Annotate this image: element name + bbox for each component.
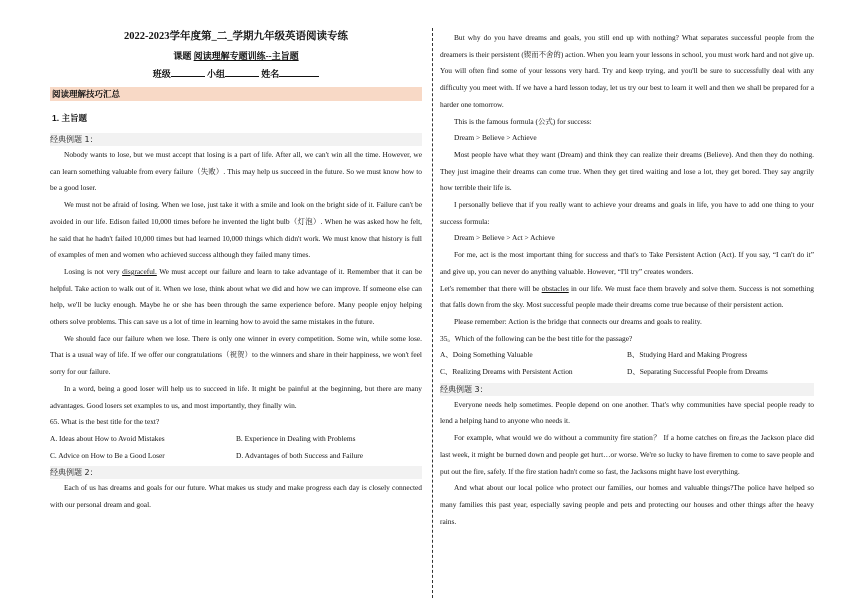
example2-label: 经典例题 2： <box>50 466 422 479</box>
p7-start: Let's remember that there will be <box>440 283 542 293</box>
example2-paragraph: For me, act is the most important thing for success and that's to Take Persistent Action (Act). If you say, “I can't do it” and give up, you can never do anything valuable. However, “I'll try” creates wonders. <box>440 250 814 276</box>
example3-paragraph: For example, what would we do without a community fire station？ If a home catches on fire,as the Jackson place did last week, it might be burned down and people get hurt…or worse. We're so lucky to have firemen to come to save people and put out the fire, safely. If the fire station hadn't come so fast, the Jacksons might have lost everything. <box>440 433 814 476</box>
topic-prefix: 课题 <box>173 51 192 61</box>
example1-paragraph: Nobody wants to lose, but we must accept that losing is a part of life. After all, we can't win all the time. However, we can learn something valuable from every failure（失败）. This may help us succeed in the future. So we must know how to be a good loser. <box>50 150 422 193</box>
underlined-word: disgraceful. <box>122 266 157 276</box>
formula-line: Dream > Believe > Act > Achieve <box>454 233 555 243</box>
options-row <box>50 448 422 465</box>
example2-paragraph: Each of us has dreams and goals for our future. What makes us study and make progress each day is closely connected with our personal dream and goal. <box>50 483 422 510</box>
example1-question: 65. What is the best title for the text? <box>50 417 160 427</box>
example2-paragraph: This is the famous formula (公式) for success: <box>454 116 592 126</box>
class-label: 班级 <box>152 69 171 79</box>
student-fields <box>50 67 422 81</box>
option-d: D、Separating Successful People from Dreams <box>627 367 768 377</box>
right-column <box>440 30 814 530</box>
example1-label: 经典例题 1： <box>50 133 422 146</box>
options-row <box>440 347 814 364</box>
p3-start: Losing is not very <box>64 266 123 276</box>
example1-paragraph: We must not be afraid of losing. When we lose, just take it with a smile and look on the bright side of it. Failure can't be avoided in our life. Edison failed 10,000 times before he invented the light bulb（灯泡）. When he was asked how he felt, he said that he hadn't failed 10,000 times but had learned 10,000 things which didn't work. We must know that history is full of examples of men and women who achieved success although they failed many times. <box>50 200 422 260</box>
name-blank <box>279 67 319 77</box>
example2-paragraph: I personally believe that if you really want to achieve your dreams and goals in life, you have to add one thing to your success formula: <box>440 200 814 226</box>
options-row <box>50 431 422 448</box>
worksheet-title: 2022-2023学年度第_二_学期九年级英语阅读专练 <box>124 31 348 42</box>
example3-paragraph: And what about our local police who protect our families, our homes and valuable things?The police have helped so many families this past year, especially saving people and pets and protecting our houses and other things after the heavy rains. <box>440 483 814 526</box>
example2-paragraph <box>440 281 814 314</box>
option-c: C. Advice on How to Be a Good Loser <box>50 450 165 460</box>
group-label: 小组 <box>206 69 225 79</box>
option-d: D. Advantages of both Success and Failure <box>236 450 364 460</box>
example3-label: 经典例题 3： <box>440 383 814 396</box>
example1-paragraph <box>50 264 422 331</box>
column-divider <box>432 28 433 598</box>
group-blank <box>225 67 259 77</box>
left-column <box>50 30 422 514</box>
example2-question: 35。Which of the following can be the best title for the passage? <box>440 333 633 343</box>
formula-line: Dream > Believe > Achieve <box>454 133 537 143</box>
option-b: B、Studying Hard and Making Progress <box>627 350 748 360</box>
topic-name: 阅读理解专题训练--主旨题 <box>193 51 299 61</box>
option-b: B. Experience in Dealing with Problems <box>236 433 356 443</box>
example2-paragraph: Please remember: Action is the bridge that connects our dreams and goals to reality. <box>454 316 702 326</box>
p7-end: in our life. We must face them bravely and solve them. Success is not something that falls down from the sky. Most successful people made their dreams come true because of their persistent action. <box>440 283 814 310</box>
example1-paragraph: We should face our failure when we lose. There is only one winner in every competition. Some win, while some lose. That is a usual way of life. If we offer our congratulations（祝贺）to the winners and share in their happiness, we won't feel sorry for our failure. <box>50 333 422 377</box>
name-label: 姓名 <box>261 69 280 79</box>
example3-paragraph: Everyone needs help sometimes. People depend on one another. That's why communities have special people ready to lend a helping hand to anyone who needs it. <box>440 399 814 426</box>
topic-line <box>50 50 422 63</box>
options-row <box>440 364 814 381</box>
class-blank <box>171 67 205 77</box>
option-a: A、Doing Something Valuable <box>440 350 533 360</box>
section-heading: 1. 主旨题 <box>52 113 87 123</box>
example1-paragraph: In a word, being a good loser will help us to succeed in life. It might be painful at the beginning, but there are many advantages. Good losers set examples to us, and most importantly, they finally win. <box>50 383 422 410</box>
option-a: A. Ideas about How to Avoid Mistakes <box>50 433 165 443</box>
section-bar: 阅读理解技巧汇总 <box>50 87 422 101</box>
example2-paragraph: But why do you have dreams and goals, you still end up with nothing? What separates successful people from the dreamers is their persistent (锲而不舍的) action. When you learn your lessons in school, you must work hard and not give up. You will often find some of your lessons very hard. Try and keep trying, and you'll be sure to successfully deal with any difficulty you meet with. If we have a hard lesson today, let us try our best to learn it well and then we shall be prepared for a harder one tomorrow. <box>440 33 814 109</box>
p3-end: We must accept our failure and learn to take advantage of it. Remember that it can be helpful. Take action to walk out of it. When we lose, think about what we did and how we can improve. If someone else can help, we'll be lucky enough. Maybe he or she has been through the same experience before. Many people enjoy helping others solve problems. This can save us a lot of time in learning how to avoid the same mistakes in the future. <box>50 266 422 327</box>
underlined-word: obstacles <box>541 283 569 293</box>
example2-paragraph: Most people have what they want (Dream) and think they can realize their dreams (Believe). And then they do nothing. They just imagine their dreams can come true. When they get tired waiting and lose a lot, they get bored. They say angrily how terrible their life is. <box>440 149 814 193</box>
option-c: C、Realizing Dreams with Persistent Action <box>440 367 573 377</box>
